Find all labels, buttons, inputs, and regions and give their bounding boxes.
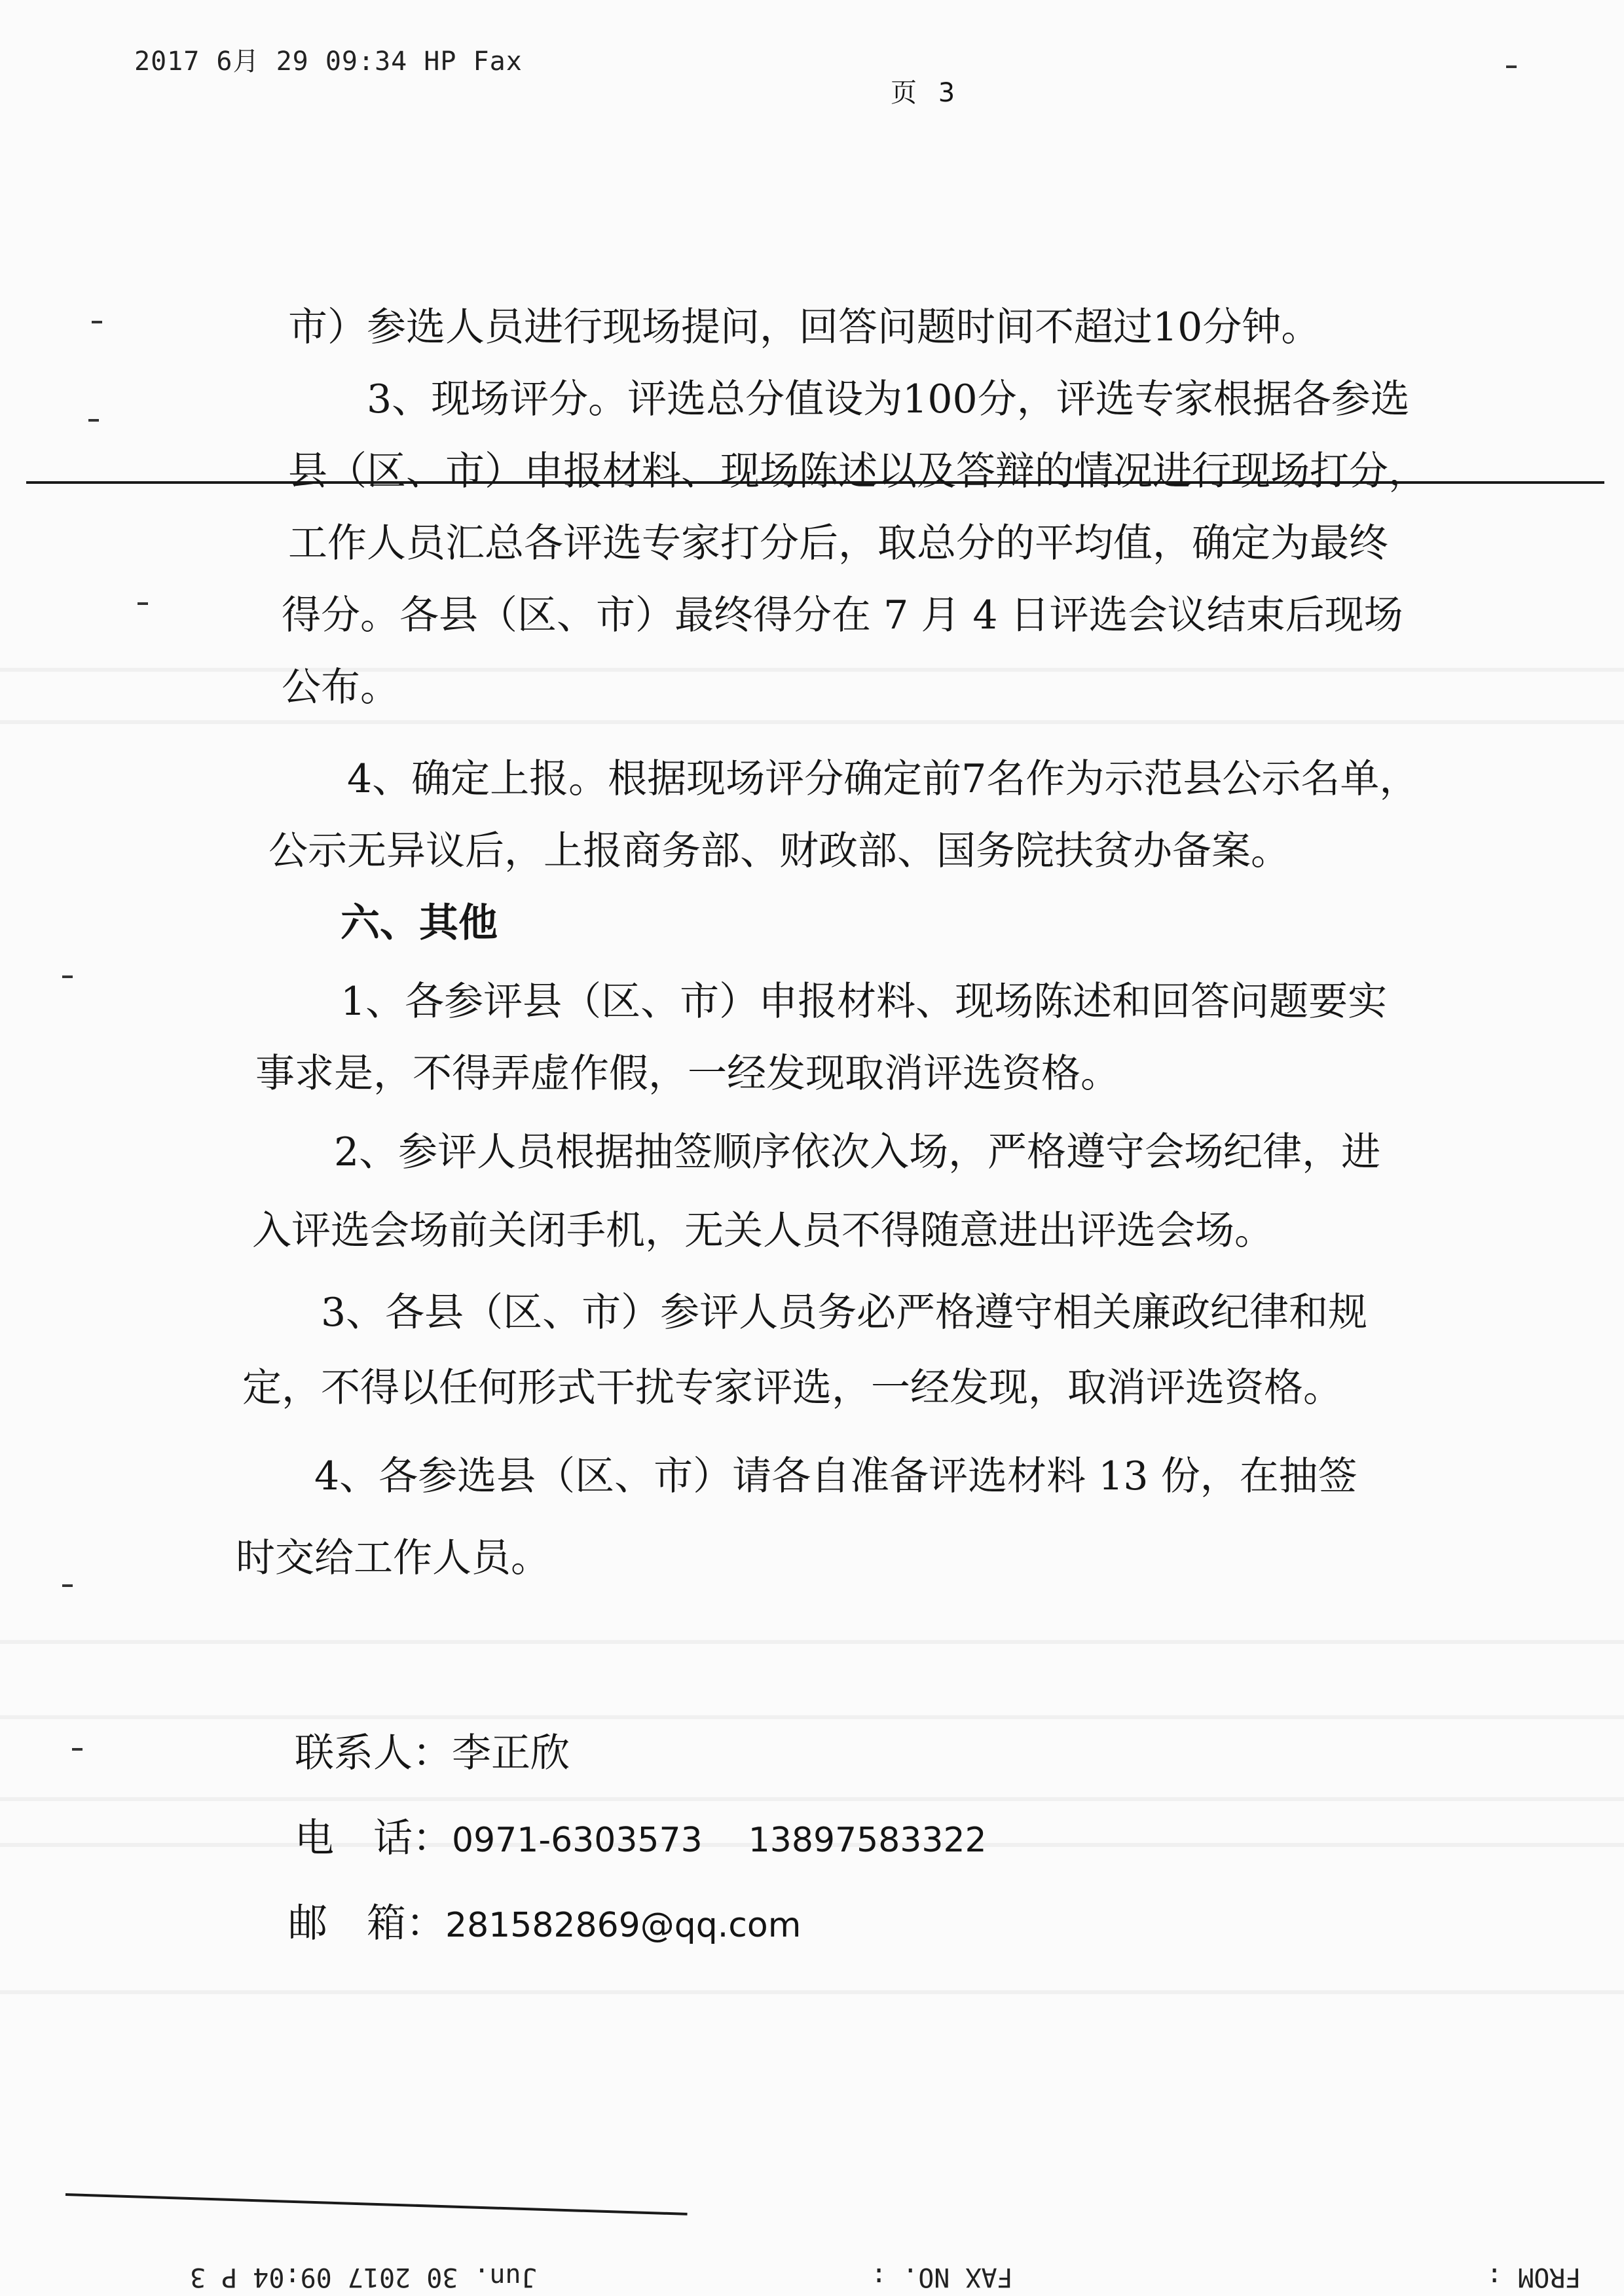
fax-header: 2017 6月 29 09:34 HP Fax xyxy=(134,46,523,77)
paragraph-line: 3、各县（区、市）参评人员务必严格遵守相关廉政纪律和规 xyxy=(321,1290,1368,1336)
paragraph-line: 4、各参选县（区、市）请各自准备评选材料 13 份，在抽签 xyxy=(314,1453,1357,1499)
contact-phone-label: 电 话： xyxy=(295,1815,452,1861)
contact-email-address: 281582869@qq.com xyxy=(445,1906,802,1945)
paragraph-line: 2、参评人员根据抽签顺序依次入场，严格遵守会场纪律，进 xyxy=(334,1129,1381,1175)
margin-mark xyxy=(72,1748,83,1751)
margin-mark xyxy=(138,602,148,605)
paragraph-line: 时交给工作人员。 xyxy=(236,1535,550,1581)
scan-band xyxy=(0,1715,1624,1719)
contact-phone-1: 0971-6303573 xyxy=(452,1821,703,1860)
paragraph-line: 事求是，不得弄虚作假，一经发现取消评选资格。 xyxy=(255,1051,1120,1097)
scan-band xyxy=(0,720,1624,724)
paragraph-line: 定，不得以任何形式干扰专家评选，一经发现，取消评选资格。 xyxy=(242,1365,1342,1411)
contact-phone-2: 13897583322 xyxy=(748,1821,987,1860)
contact-person-name: 李正欣 xyxy=(452,1730,570,1776)
paragraph-line: 4、确定上报。根据现场评分确定前7名作为示范县公示名单， xyxy=(347,756,1419,802)
contact-phone xyxy=(295,1807,987,1863)
fax-footer-datetime: Jun. 30 2017 09:04 P 3 xyxy=(190,2262,537,2292)
scan-band xyxy=(0,1990,1624,1994)
paragraph-line: 得分。各县（区、市）最终得分在 7 月 4 日评选会议结束后现场 xyxy=(282,592,1403,638)
scan-band xyxy=(0,1640,1624,1644)
paragraph-line: 1、各参评县（区、市）申报材料、现场陈述和回答问题要实 xyxy=(341,979,1388,1025)
paragraph-line: 工作人员汇总各评选专家打分后，取总分的平均值，确定为最终 xyxy=(288,520,1388,566)
paragraph-line: 公示无异议后，上报商务部、财政部、国务院扶贫办备案。 xyxy=(268,828,1290,874)
margin-mark xyxy=(88,419,99,422)
contact-person-label: 联系人： xyxy=(295,1730,452,1776)
margin-mark xyxy=(92,321,102,323)
fax-footer-from: FROM : xyxy=(1486,2262,1581,2292)
margin-mark xyxy=(62,975,73,978)
contact-person xyxy=(295,1722,570,1778)
section-heading: 六、其他 xyxy=(341,900,498,946)
paragraph-line: 公布。 xyxy=(282,665,399,710)
scan-band xyxy=(0,1797,1624,1801)
margin-mark xyxy=(1506,65,1517,68)
contact-email xyxy=(288,1892,801,1948)
contact-email-label: 邮 箱： xyxy=(288,1901,445,1946)
bottom-rule xyxy=(65,2193,688,2215)
paragraph-line: 入评选会场前关闭手机，无关人员不得随意进出评选会场。 xyxy=(252,1208,1274,1254)
paragraph-line: 市）参选人员进行现场提问，回答问题时间不超过10分钟。 xyxy=(288,304,1321,350)
paragraph-line: 县（区、市）申报材料、现场陈述以及答辩的情况进行现场打分， xyxy=(288,448,1428,494)
margin-mark xyxy=(62,1584,73,1587)
fax-footer-fax-no: FAX NO. : xyxy=(871,2262,1013,2292)
paragraph-line: 3、现场评分。评选总分值设为100分，评选专家根据各参选 xyxy=(367,376,1410,422)
page-label: 页 3 xyxy=(891,78,962,108)
